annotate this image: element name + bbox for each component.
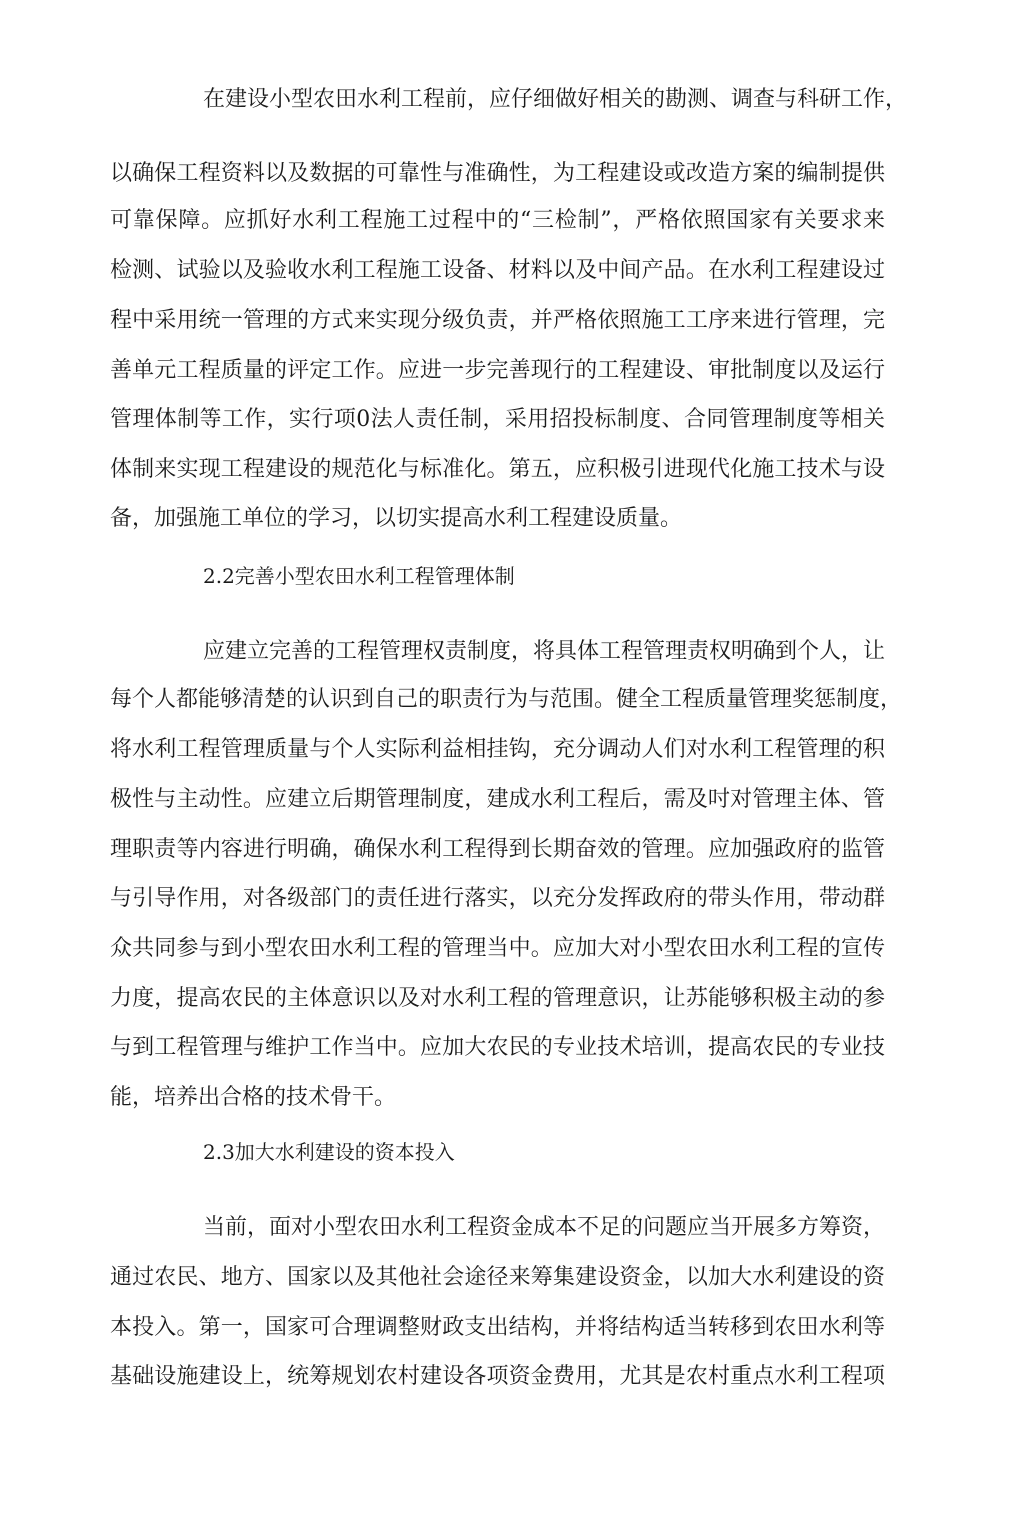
section-heading: 2.3加大水利建设的资本投入	[203, 1140, 455, 1164]
text-line: 将水利工程管理质量与个人实际利益相挂钩，充分调动人们对水利工程管理的积	[110, 737, 885, 762]
text-line: 理职责等内容进行明确，确保水利工程得到长期奋效的管理。应加强政府的监管	[110, 837, 885, 862]
text-line: 通过农民、地方、国家以及其他社会途径来筹集建设资金，以加大水利建设的资	[110, 1265, 885, 1290]
text-line: 力度，提高农民的主体意识以及对水利工程的管理意识，让苏能够积极主动的参	[110, 986, 885, 1011]
text-line: 备，加强施工单位的学习，以切实提高水利工程建设质量。	[110, 506, 683, 531]
text-line: 可靠保障。应抓好水利工程施工过程中的“三检制”，严格依照国家有关要求来	[110, 208, 885, 233]
text-line: 能，培养出合格的技术骨干。	[110, 1085, 397, 1110]
text-line: 与到工程管理与维护工作当中。应加大农民的专业技术培训，提高农民的专业技	[110, 1035, 885, 1060]
text-line: 程中采用统一管理的方式来实现分级负责，并严格依照施工工序来进行管理，完	[110, 308, 885, 333]
text-line: 管理体制等工作，实行项0法人责任制，采用招投标制度、合同管理制度等相关	[110, 407, 885, 432]
section-heading: 2.2完善小型农田水利工程管理体制	[203, 564, 515, 588]
text-line: 在建设小型农田水利工程前，应仔细做好相关的勘测、调查与科研工作，	[203, 87, 908, 112]
text-line: 当前，面对小型农田水利工程资金成本不足的问题应当开展多方筹资，	[203, 1215, 886, 1240]
text-line: 每个人都能够清楚的认识到自己的职责行为与范围。健全工程质量管理奖惩制度，	[110, 687, 903, 712]
text-line: 应建立完善的工程管理权责制度，将具体工程管理责权明确到个人，让	[203, 639, 886, 664]
text-line: 本投入。第一，国家可合理调整财政支出结构，并将结构适当转移到农田水利等	[110, 1315, 885, 1340]
text-line: 体制来实现工程建设的规范化与标准化。第五，应积极引进现代化施工技术与设	[110, 457, 885, 482]
text-line: 以确保工程资料以及数据的可靠性与准确性，为工程建设或改造方案的编制提供	[110, 161, 885, 186]
text-line: 检测、试验以及验收水利工程施工设备、材料以及中间产品。在水利工程建设过	[110, 258, 885, 283]
text-line: 善单元工程质量的评定工作。应进一步完善现行的工程建设、审批制度以及运行	[110, 358, 885, 383]
text-line: 基础设施建设上，统筹规划农村建设各项资金费用，尤其是农村重点水利工程项	[110, 1364, 885, 1389]
text-line: 与引导作用，对各级部门的责任进行落实，以充分发挥政府的带头作用，带动群	[110, 886, 885, 911]
text-line: 极性与主动性。应建立后期管理制度，建成水利工程后，需及吋对管理主体、管	[110, 787, 885, 812]
text-line: 众共同参与到小型农田水利工程的管理当中。应加大对小型农田水利工程的宣传	[110, 936, 885, 961]
